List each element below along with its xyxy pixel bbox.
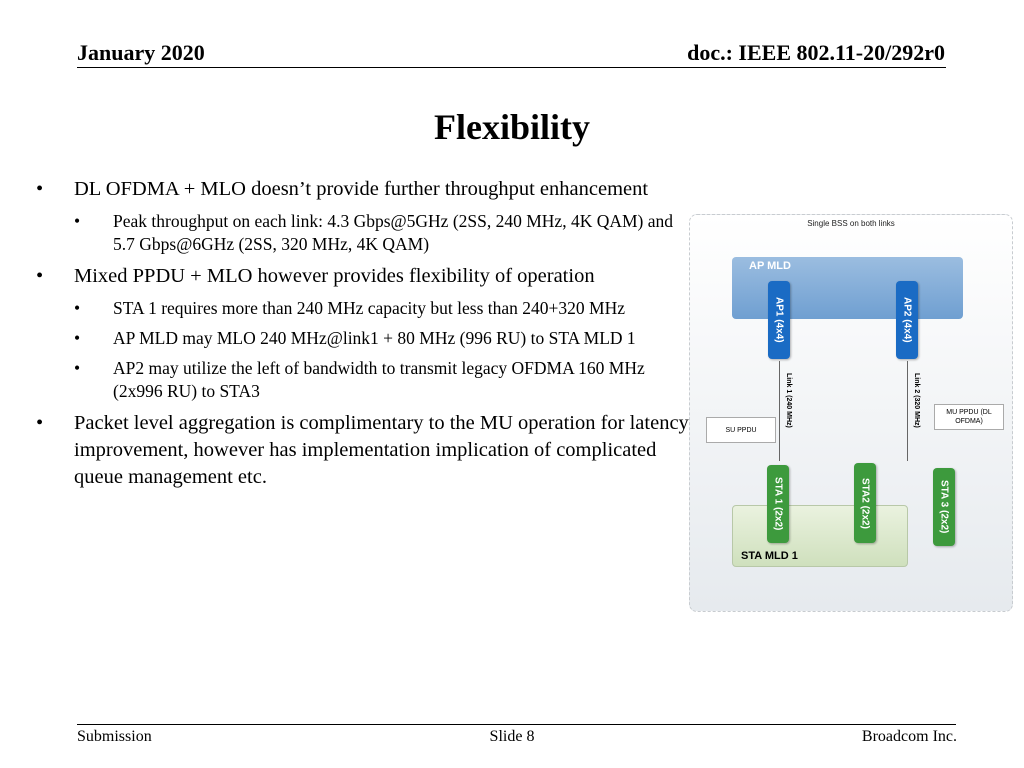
bullet-dot-icon: •	[36, 265, 44, 287]
sta2-box: STA2 (2x2)	[854, 463, 876, 543]
header-divider	[77, 67, 946, 68]
sub-bullet-item: • AP2 may utilize the left of bandwidth to transmit legacy OFDMA 160 MHz (2x996 RU) to STA3	[74, 358, 645, 401]
footer-company: Broadcom Inc.	[861, 728, 957, 745]
link1-arrow	[779, 361, 780, 461]
header-doc-id: doc.: IEEE 802.11-20/292r0	[687, 40, 945, 65]
sub-bullet-item: • AP MLD may MLO 240 MHz@link1 + 80 MHz (996 RU) to STA MLD 1	[74, 328, 636, 348]
sta1-box: STA 1 (2x2)	[767, 465, 789, 543]
footer-divider	[77, 724, 956, 725]
slide-title: Flexibility	[434, 107, 590, 147]
link1-label: Link 1 (240 MHz)	[785, 373, 792, 428]
bullet-dot-icon: •	[36, 178, 44, 200]
footer-slide-number: Slide 8	[489, 728, 535, 745]
link2-arrow	[907, 361, 908, 461]
ap1-box: AP1 (4x4)	[768, 281, 790, 359]
footer-submission: Submission	[77, 728, 152, 745]
ap-mld-box	[732, 257, 963, 319]
bullet-item: • Packet level aggregation is complimentary to the MU operation for latency improvement, however has implementation implication of complicated queue management etc.	[36, 412, 689, 488]
mlo-diagram	[689, 214, 1013, 612]
mu-ppdu-box: MU PPDU (DL OFDMA)	[934, 404, 1004, 430]
diagram-caption: Single BSS on both links	[807, 219, 895, 228]
bullet-dot-icon: •	[74, 328, 81, 348]
bullet-list	[36, 176, 696, 498]
su-ppdu-box: SU PPDU	[706, 417, 776, 443]
sub-bullet-item: • STA 1 requires more than 240 MHz capacity but less than 240+320 MHz	[74, 298, 625, 318]
ap-mld-label: AP MLD	[749, 260, 791, 272]
bullet-dot-icon: •	[74, 358, 81, 378]
link2-label: Link 2 (320 MHz)	[913, 373, 920, 428]
sta-mld-box	[732, 505, 908, 567]
sub-bullet-item: • Peak throughput on each link: 4.3 Gbps@5GHz (2SS, 240 MHz, 4K QAM) and 5.7 Gbps@6GHz (2SS, 320 MHz, 4K QAM)	[74, 211, 674, 254]
bullet-item: • DL OFDMA + MLO doesn’t provide further throughput enhancement	[36, 176, 696, 203]
sta-mld-label: STA MLD 1	[741, 550, 798, 562]
bullet-dot-icon: •	[36, 412, 44, 434]
header-date: January 2020	[77, 40, 205, 65]
bullet-item: • Mixed PPDU + MLO however provides flexibility of operation	[36, 263, 696, 290]
sta3-box: STA 3 (2x2)	[933, 468, 955, 546]
ap2-box: AP2 (4x4)	[896, 281, 918, 359]
bullet-dot-icon: •	[74, 298, 81, 318]
bullet-dot-icon: •	[74, 211, 81, 231]
